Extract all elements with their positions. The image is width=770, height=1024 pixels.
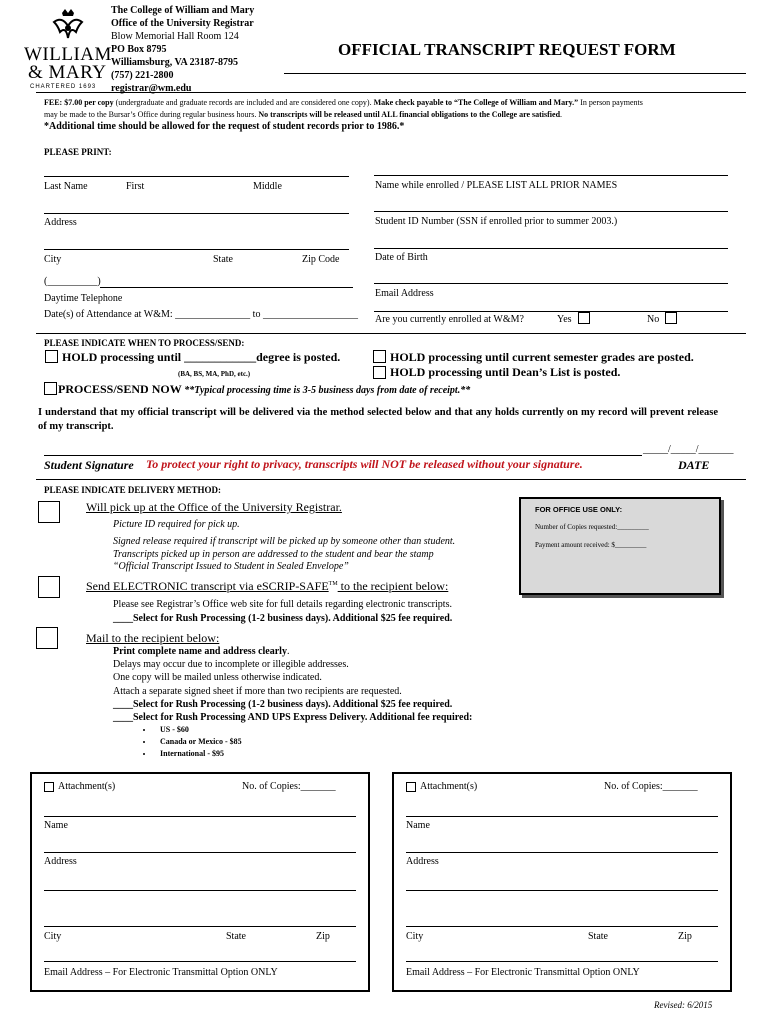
address-label-1: Address <box>44 856 77 867</box>
privacy-warning: To protect your right to privacy, transcripts will NOT be released without your signature. <box>146 457 583 471</box>
mail-label: Mail to the recipient below: <box>86 631 220 645</box>
please-print: PLEASE PRINT: <box>44 147 112 157</box>
hold-degree-checkbox[interactable] <box>45 350 58 363</box>
name-label-2: Name <box>406 820 430 831</box>
processing-heading: PLEASE INDICATE WHEN TO PROCESS/SEND: <box>44 338 245 348</box>
copies-label-2[interactable]: No. of Copies:_______ <box>604 781 698 792</box>
city-line-2[interactable] <box>406 926 718 927</box>
signature-date-blank[interactable]: _____/_____/_______ <box>643 444 734 455</box>
zip-label: Zip Code <box>302 254 340 265</box>
name-enrolled-label: Name while enrolled / PLEASE LIST ALL PRIOR NAMES <box>375 180 618 191</box>
state-label-1: State <box>226 931 246 942</box>
no-label: No <box>647 314 660 325</box>
pickup-id-note: Picture ID required for pick up. <box>113 519 240 530</box>
recipient-box-1 <box>30 772 370 992</box>
zip-label-2: Zip <box>678 931 692 942</box>
name-line-1[interactable] <box>44 816 356 817</box>
name-line-2[interactable] <box>406 816 718 817</box>
phone-area-code[interactable]: (__________) <box>44 276 101 287</box>
email-label-2: Email Address – For Electronic Transmittal Option ONLY <box>406 967 640 978</box>
mail-checkbox[interactable] <box>36 627 58 649</box>
name-enrolled-line[interactable] <box>374 175 728 176</box>
logo-chartered: CHARTERED 1693 <box>30 84 97 90</box>
ups-option-us: • US - $60 <box>154 724 242 736</box>
attachments-checkbox-1[interactable] <box>44 782 54 792</box>
daytime-phone-label: Daytime Telephone <box>44 293 123 304</box>
student-signature-label: Student Signature <box>44 458 134 472</box>
office-payment: Payment amount received: $_________ <box>535 541 647 549</box>
additional-time-note: *Additional time should be allowed for the request of student records prior to 1986.* <box>44 121 405 132</box>
city-state-zip: Williamsburg, VA 23187-8795 <box>111 57 238 68</box>
attendance-dates[interactable]: Date(s) of Attendance at W&M: _______________ to ___________________ <box>44 309 358 320</box>
office-email: registrar@wm.edu <box>111 83 192 94</box>
zip-label-1: Zip <box>316 931 330 942</box>
ups-options <box>140 724 242 760</box>
ups-option-canada: • Canada or Mexico - $85 <box>154 736 242 748</box>
pickup-stamp: “Official Transcript Issued to Student in Sealed Envelope” <box>113 561 349 572</box>
city-label-1: City <box>44 931 62 942</box>
first-name-label: First <box>126 181 145 192</box>
address-line-2[interactable] <box>406 852 718 853</box>
office-copies: Number of Copies requested:_________ <box>535 523 649 531</box>
pickup-signed-release: Signed release required if transcript will be picked up by someone other than student. <box>113 536 456 547</box>
mail-one-copy: One copy will be mailed unless otherwise indicated. <box>113 672 322 684</box>
office-name: Office of the University Registrar <box>111 18 254 29</box>
phone-line[interactable] <box>100 287 353 288</box>
address-line[interactable] <box>44 213 349 214</box>
process-now-note: **Typical processing time is 3-5 business days from date of receipt.** <box>181 385 471 396</box>
address-line-1[interactable] <box>44 852 356 853</box>
mail-delay: Delays may occur due to incomplete or illegible addresses. <box>113 659 349 671</box>
cypher-crest-icon <box>48 8 88 44</box>
email-label: Email Address <box>375 288 434 299</box>
building: Blow Memorial Hall Room 124 <box>111 31 239 42</box>
enrolled-question: Are you currently enrolled at W&M? <box>375 314 524 325</box>
address-label-2: Address <box>406 856 439 867</box>
mail-print-end: . <box>286 646 290 657</box>
city-label: City <box>44 254 62 265</box>
city-label-2: City <box>406 931 424 942</box>
signature-date-label: DATE <box>678 458 710 472</box>
in-person-payments: In person payments <box>578 98 643 107</box>
yes-label: Yes <box>557 314 572 325</box>
state-label: State <box>213 254 233 265</box>
office-use-title: FOR OFFICE USE ONLY: <box>535 505 623 514</box>
dob-line[interactable] <box>374 248 728 249</box>
fee-amount: FEE: $7.00 per copy <box>44 98 114 107</box>
process-now-line <box>58 380 470 398</box>
hold-grades-checkbox[interactable] <box>373 350 386 363</box>
copies-label-1[interactable]: No. of Copies:_______ <box>242 781 336 792</box>
college-logo <box>24 6 110 90</box>
hold-degree-label: HOLD processing until ____________degree is posted. <box>62 350 341 364</box>
check-payable: Make check payable to “The College of William and Mary.” <box>373 98 579 107</box>
mail-instructions <box>113 645 472 724</box>
title-rule <box>284 73 746 74</box>
middle-name-label: Middle <box>253 181 282 192</box>
email-line-2[interactable] <box>406 961 718 962</box>
form-title: OFFICIAL TRANSCRIPT REQUEST FORM <box>338 40 676 59</box>
pickup-checkbox[interactable] <box>38 501 60 523</box>
last-name-label: Last Name <box>44 181 88 192</box>
section-rule-delivery <box>36 479 746 480</box>
mail-attach: Attach a separate signed sheet if more than two recipients are requested. <box>113 685 402 697</box>
header-rule <box>36 92 746 93</box>
address-line-2b[interactable] <box>406 890 718 891</box>
college-name: The College of William and Mary <box>111 5 255 16</box>
address-line-1b[interactable] <box>44 890 356 891</box>
pickup-addressed: Transcripts picked up in person are addressed to the student and bear the stamp <box>113 548 434 560</box>
ups-option-intl: • International - $95 <box>154 748 242 760</box>
mail-rush[interactable]: ____Select for Rush Processing (1-2 business days). Additional $25 fee required. <box>113 698 453 710</box>
revised-date: Revised: 6/2015 <box>654 1000 713 1010</box>
process-now-label: PROCESS/SEND NOW <box>58 382 182 396</box>
financial-obligations: No transcripts will be released until ALL financial obligations to the College are satisfied <box>258 110 561 119</box>
address-label: Address <box>44 217 77 228</box>
hold-grades-label: HOLD processing until current semester grades are posted. <box>390 350 694 364</box>
attachments-checkbox-2[interactable] <box>406 782 416 792</box>
understand-statement: I understand that my official transcript will be delivered via the method selected below and that any holds currently on my record will prevent release of my transcript. <box>38 407 718 432</box>
fee-period: . <box>560 110 563 119</box>
electronic-note: Please see Registrar’s Office web site for full details regarding electronic transcripts. <box>113 599 452 610</box>
logo-wordmark-mary: & MARY <box>28 62 107 83</box>
electronic-rush[interactable]: ____Select for Rush Processing (1-2 business days). Additional $25 fee required. <box>113 613 453 624</box>
enrolled-yes-checkbox[interactable] <box>578 312 590 324</box>
email-line[interactable] <box>374 283 728 284</box>
mail-print: Print complete name and address clearly <box>113 646 287 657</box>
dob-label: Date of Birth <box>375 252 428 263</box>
registrar-address-block <box>111 4 254 95</box>
name-label-1: Name <box>44 820 68 831</box>
email-label-1: Email Address – For Electronic Transmittal Option ONLY <box>44 967 278 978</box>
attachments-label-2: Attachment(s) <box>420 781 478 792</box>
fee-line-2 <box>44 110 562 119</box>
enrolled-no-checkbox[interactable] <box>665 312 677 324</box>
student-id-label: Student ID Number (SSN if enrolled prior to summer 2003.) <box>375 216 618 227</box>
mail-ups[interactable]: ____Select for Rush Processing AND UPS Express Delivery. Additional fee required: <box>113 712 473 724</box>
name-line[interactable] <box>44 176 349 177</box>
hold-deans-checkbox[interactable] <box>373 366 386 379</box>
delivery-heading: PLEASE INDICATE DELIVERY METHOD: <box>44 485 221 495</box>
po-box: PO Box 8795 <box>111 44 167 55</box>
office-phone: (757) 221-2800 <box>111 70 174 81</box>
mail-print-line <box>113 645 472 658</box>
pickup-release-note <box>113 536 455 574</box>
degree-note: (BA, BS, MA, PhD, etc.) <box>178 370 251 378</box>
hold-deans-label: HOLD processing until Dean’s List is posted. <box>390 365 621 379</box>
office-use-box <box>519 497 721 595</box>
electronic-label <box>86 579 448 594</box>
fee-line-1 <box>44 98 643 107</box>
electronic-checkbox[interactable] <box>38 576 60 598</box>
electronic-text: Send ELECTRONIC transcript via eSCRIP-SAFE <box>86 579 329 593</box>
section-rule-processing <box>36 333 746 334</box>
signature-line[interactable] <box>44 455 642 456</box>
city-line-1[interactable] <box>44 926 356 927</box>
trademark: TM <box>328 581 338 587</box>
pickup-label: Will pick up at the Office of the University Registrar. <box>86 500 342 514</box>
electronic-end: to the recipient below: <box>337 579 449 593</box>
state-label-2: State <box>588 931 608 942</box>
attachments-label-1: Attachment(s) <box>58 781 116 792</box>
student-id-line[interactable] <box>374 211 728 212</box>
recipient-box-2 <box>392 772 732 992</box>
bursar-note: may be made to the Bursar’s Office during regular business hours. <box>44 110 259 119</box>
email-line-1[interactable] <box>44 961 356 962</box>
process-now-checkbox[interactable] <box>44 382 57 395</box>
logo-wordmark-william: WILLIAM <box>24 44 112 65</box>
fee-note: (undergraduate and graduate records are included and are considered one copy). <box>113 98 374 107</box>
city-line[interactable] <box>44 249 349 250</box>
